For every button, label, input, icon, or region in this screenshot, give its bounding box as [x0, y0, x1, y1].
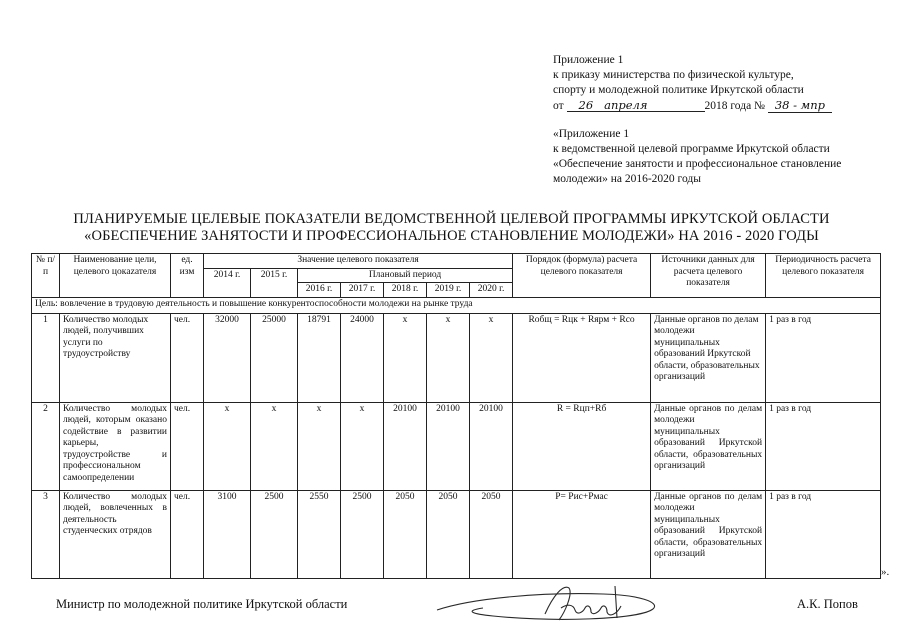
row-name: Количество молодых людей, которым оказано содействие в развитии карьеры, трудоустройстве и профессиональном самоопределении [60, 402, 171, 490]
goal-text: Цель: вовлечение в трудовую деятельность и повышение конкурентоспособности молодежи на рынке труда [32, 297, 881, 313]
date-day: 26 [578, 98, 594, 112]
row-value: 24000 [341, 313, 384, 402]
header-year-2020: 2020 г. [470, 283, 513, 298]
row-value: х [384, 313, 427, 402]
row-value: 2500 [251, 490, 298, 578]
doc-title-line-2: «ОБЕСПЕЧЕНИЕ ЗАНЯТОСТИ И ПРОФЕССИОНАЛЬНОЕ СТАНОВЛЕНИЕ МОЛОДЕЖИ» НА 2016 - 2020 ГОДЫ [84, 228, 819, 244]
row-value: 3100 [204, 490, 251, 578]
header-unit: ед. изм [171, 254, 204, 298]
appendix2-line-2: к ведомственной целевой программе Иркутской области [553, 143, 830, 155]
row-formula: P= Рис+Рмас [513, 490, 651, 578]
header-periodicity: Периодичность расчета целевого показателя [766, 254, 881, 298]
date-prefix: от [553, 100, 564, 112]
row-period: 1 раз в год [766, 490, 881, 578]
row-name: Количество молодых людей, получивших услуги по трудоустройству [60, 313, 171, 402]
row-period: 1 раз в год [766, 402, 881, 490]
row-num: 1 [32, 313, 60, 402]
row-value: 25000 [251, 313, 298, 402]
row-source: Данные органов по делам молодежи муниципальных образований Иркутской области, образовательных организаций [651, 490, 766, 578]
row-value: 20100 [427, 402, 470, 490]
row-value: х [298, 402, 341, 490]
header-year-2016: 2016 г. [298, 283, 341, 298]
header-year-2017: 2017 г. [341, 283, 384, 298]
date-handwritten [567, 98, 705, 112]
closing-quote: ». [881, 566, 890, 578]
header-planned: Плановый период [298, 268, 513, 283]
doc-title-line-1: ПЛАНИРУЕМЫЕ ЦЕЛЕВЫЕ ПОКАЗАТЕЛИ ВЕДОМСТВЕННОЙ ЦЕЛЕВОЙ ПРОГРАММЫ ИРКУТСКОЙ ОБЛАСТИ [73, 211, 830, 227]
appendix-line-2: к приказу министерства по физической культуре, [553, 69, 794, 81]
row-value: 2500 [341, 490, 384, 578]
header-values: Значение целевого показателя [204, 254, 513, 269]
row-unit: чел. [171, 402, 204, 490]
header-year-2015: 2015 г. [251, 268, 298, 297]
header-num: № п/п [32, 254, 60, 298]
row-value: 2050 [470, 490, 513, 578]
order-number: 38 - мпр [768, 98, 832, 113]
minister-name: А.К. Попов [797, 597, 858, 611]
row-unit: чел. [171, 490, 204, 578]
appendix2-line-1: «Приложение 1 [553, 128, 630, 140]
row-formula: Rобщ = Rцк + Rярм + Rсо [513, 313, 651, 402]
header-formula: Порядок (формула) расчета целевого показателя [513, 254, 651, 298]
row-source: Данные органов по делам молодежи муниципальных образований Иркутской области, образовательных организаций [651, 402, 766, 490]
table-row [32, 402, 881, 490]
table-row [32, 313, 881, 402]
row-value: 2050 [427, 490, 470, 578]
row-value: 2050 [384, 490, 427, 578]
date-month: апреля [604, 98, 648, 112]
row-value: х [251, 402, 298, 490]
header-name: Наименование цели, целевого цокazателя [60, 254, 171, 298]
row-value: 2550 [298, 490, 341, 578]
row-value: 20100 [384, 402, 427, 490]
row-value: 18791 [298, 313, 341, 402]
row-value: х [341, 402, 384, 490]
signature [433, 578, 678, 628]
appendix2-line-3: «Обеспечение занятости и профессиональное становление [553, 158, 842, 170]
row-num: 2 [32, 402, 60, 490]
indicators-table [31, 253, 881, 579]
row-value: х [470, 313, 513, 402]
minister-position: Министр по молодежной политике Иркутской области [56, 597, 348, 611]
row-name: Количество молодых людей, вовлеченных в деятельность студенческих отрядов [60, 490, 171, 578]
row-value: х [427, 313, 470, 402]
date-year: 2018 года № [704, 100, 766, 112]
row-value: 20100 [470, 402, 513, 490]
appendix-line-1: Приложение 1 [553, 54, 624, 66]
header-year-2014: 2014 г. [204, 268, 251, 297]
row-value: 32000 [204, 313, 251, 402]
header-year-2018: 2018 г. [384, 283, 427, 298]
table-row [32, 490, 881, 578]
header-year-2019: 2019 г. [427, 283, 470, 298]
appendix2-line-4: молодежи» на 2016-2020 годы [553, 173, 701, 185]
row-num: 3 [32, 490, 60, 578]
appendix-line-3: спорту и молодежной политике Иркутской области [553, 84, 804, 96]
appendix-date-line [553, 98, 832, 114]
row-source: Данные органов по делам молодежи муниципальных образований Иркутской области, образовательных организаций [651, 313, 766, 402]
row-value: х [204, 402, 251, 490]
row-period: 1 раз в год [766, 313, 881, 402]
row-unit: чел. [171, 313, 204, 402]
header-sources: Источники данных для расчета целевого показателя [651, 254, 766, 298]
goal-row [32, 297, 881, 313]
row-formula: R = Rцп+Rб [513, 402, 651, 490]
